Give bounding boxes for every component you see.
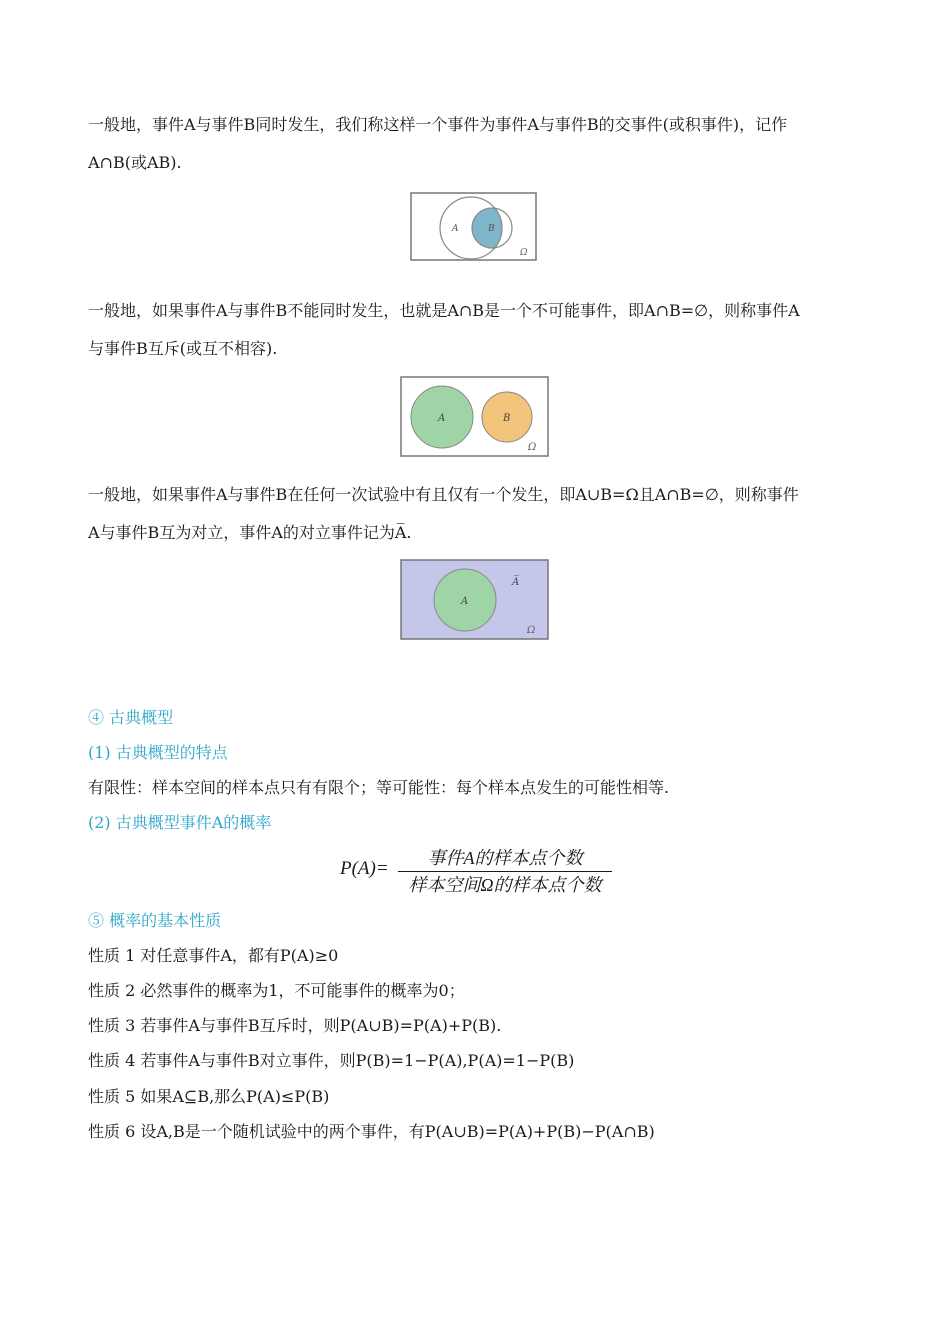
mutually-exclusive-venn-diagram <box>400 376 550 458</box>
property-item: 性质 4 若事件A与事件B对立事件，则P(B)=1−P(A),P(A)=1−P(B) <box>88 1051 575 1070</box>
intersection-line-2: A∩B(或AB). <box>88 153 182 172</box>
label-b: B <box>488 224 495 234</box>
properties-heading: ⑤ 概率的基本性质 <box>88 911 222 930</box>
complementary-line-2: A与事件B互为对立，事件A的对立事件记为A̅. <box>88 523 412 542</box>
formula-lhs: P(A)= <box>340 858 389 879</box>
label-a: A <box>438 413 446 424</box>
label-b: B <box>503 413 511 424</box>
label-a: A <box>452 224 459 234</box>
formula-denominator: 样本空间Ω的样本点个数 <box>408 875 602 895</box>
classical-heading: ④ 古典概型 <box>88 708 174 727</box>
intersection-line-1: 一般地，事件A与事件B同时发生，我们称这样一个事件为事件A与事件B的交事件(或积事件)，记作 <box>88 115 788 134</box>
complementary-venn-diagram <box>400 559 550 641</box>
mutually-exclusive-line-2: 与事件B互斥(或互不相容). <box>88 339 278 358</box>
intersection-paragraph <box>88 106 866 182</box>
mutually-exclusive-line-1: 一般地，如果事件A与事件B不能同时发生，也就是A∩B是一个不可能事件，即A∩B=∅，则称事件A <box>88 301 800 320</box>
classical-sub1-text: 有限性：样本空间的样本点只有有限个；等可能性：每个样本点发生的可能性相等. <box>88 778 670 797</box>
intersection-venn-diagram <box>410 192 538 262</box>
label-omega: Ω <box>528 442 537 453</box>
formula-numerator: 事件A的样本点个数 <box>427 848 583 868</box>
property-item: 性质 1 对任意事件A，都有P(A)≥0 <box>88 946 339 965</box>
fraction-bar <box>398 871 612 872</box>
mutually-exclusive-paragraph <box>88 292 866 368</box>
property-item: 性质 2 必然事件的概率为1，不可能事件的概率为0； <box>88 981 465 1000</box>
complementary-line-1: 一般地，如果事件A与事件B在任何一次试验中有且仅有一个发生，即A∪B=Ω且A∩B=∅，则称事件 <box>88 485 799 504</box>
property-item: 性质 5 如果A⊆B,那么P(A)≤P(B) <box>88 1087 330 1106</box>
classical-sub2-heading: (2) 古典概型事件A的概率 <box>88 813 272 832</box>
label-a-bar: A̅ <box>512 577 520 588</box>
formula-fraction <box>398 846 612 897</box>
classical-sub1-heading: (1) 古典概型的特点 <box>88 743 228 762</box>
property-item: 性质 6 设A,B是一个随机试验中的两个事件，有P(A∪B)=P(A)+P(B)−P(A∩B) <box>88 1122 655 1141</box>
label-a: A <box>461 596 469 607</box>
property-item: 性质 3 若事件A与事件B互斥时，则P(A∪B)=P(A)+P(B). <box>88 1016 502 1035</box>
complementary-paragraph <box>88 476 866 552</box>
label-omega: Ω <box>527 625 536 636</box>
label-omega: Ω <box>520 248 528 258</box>
